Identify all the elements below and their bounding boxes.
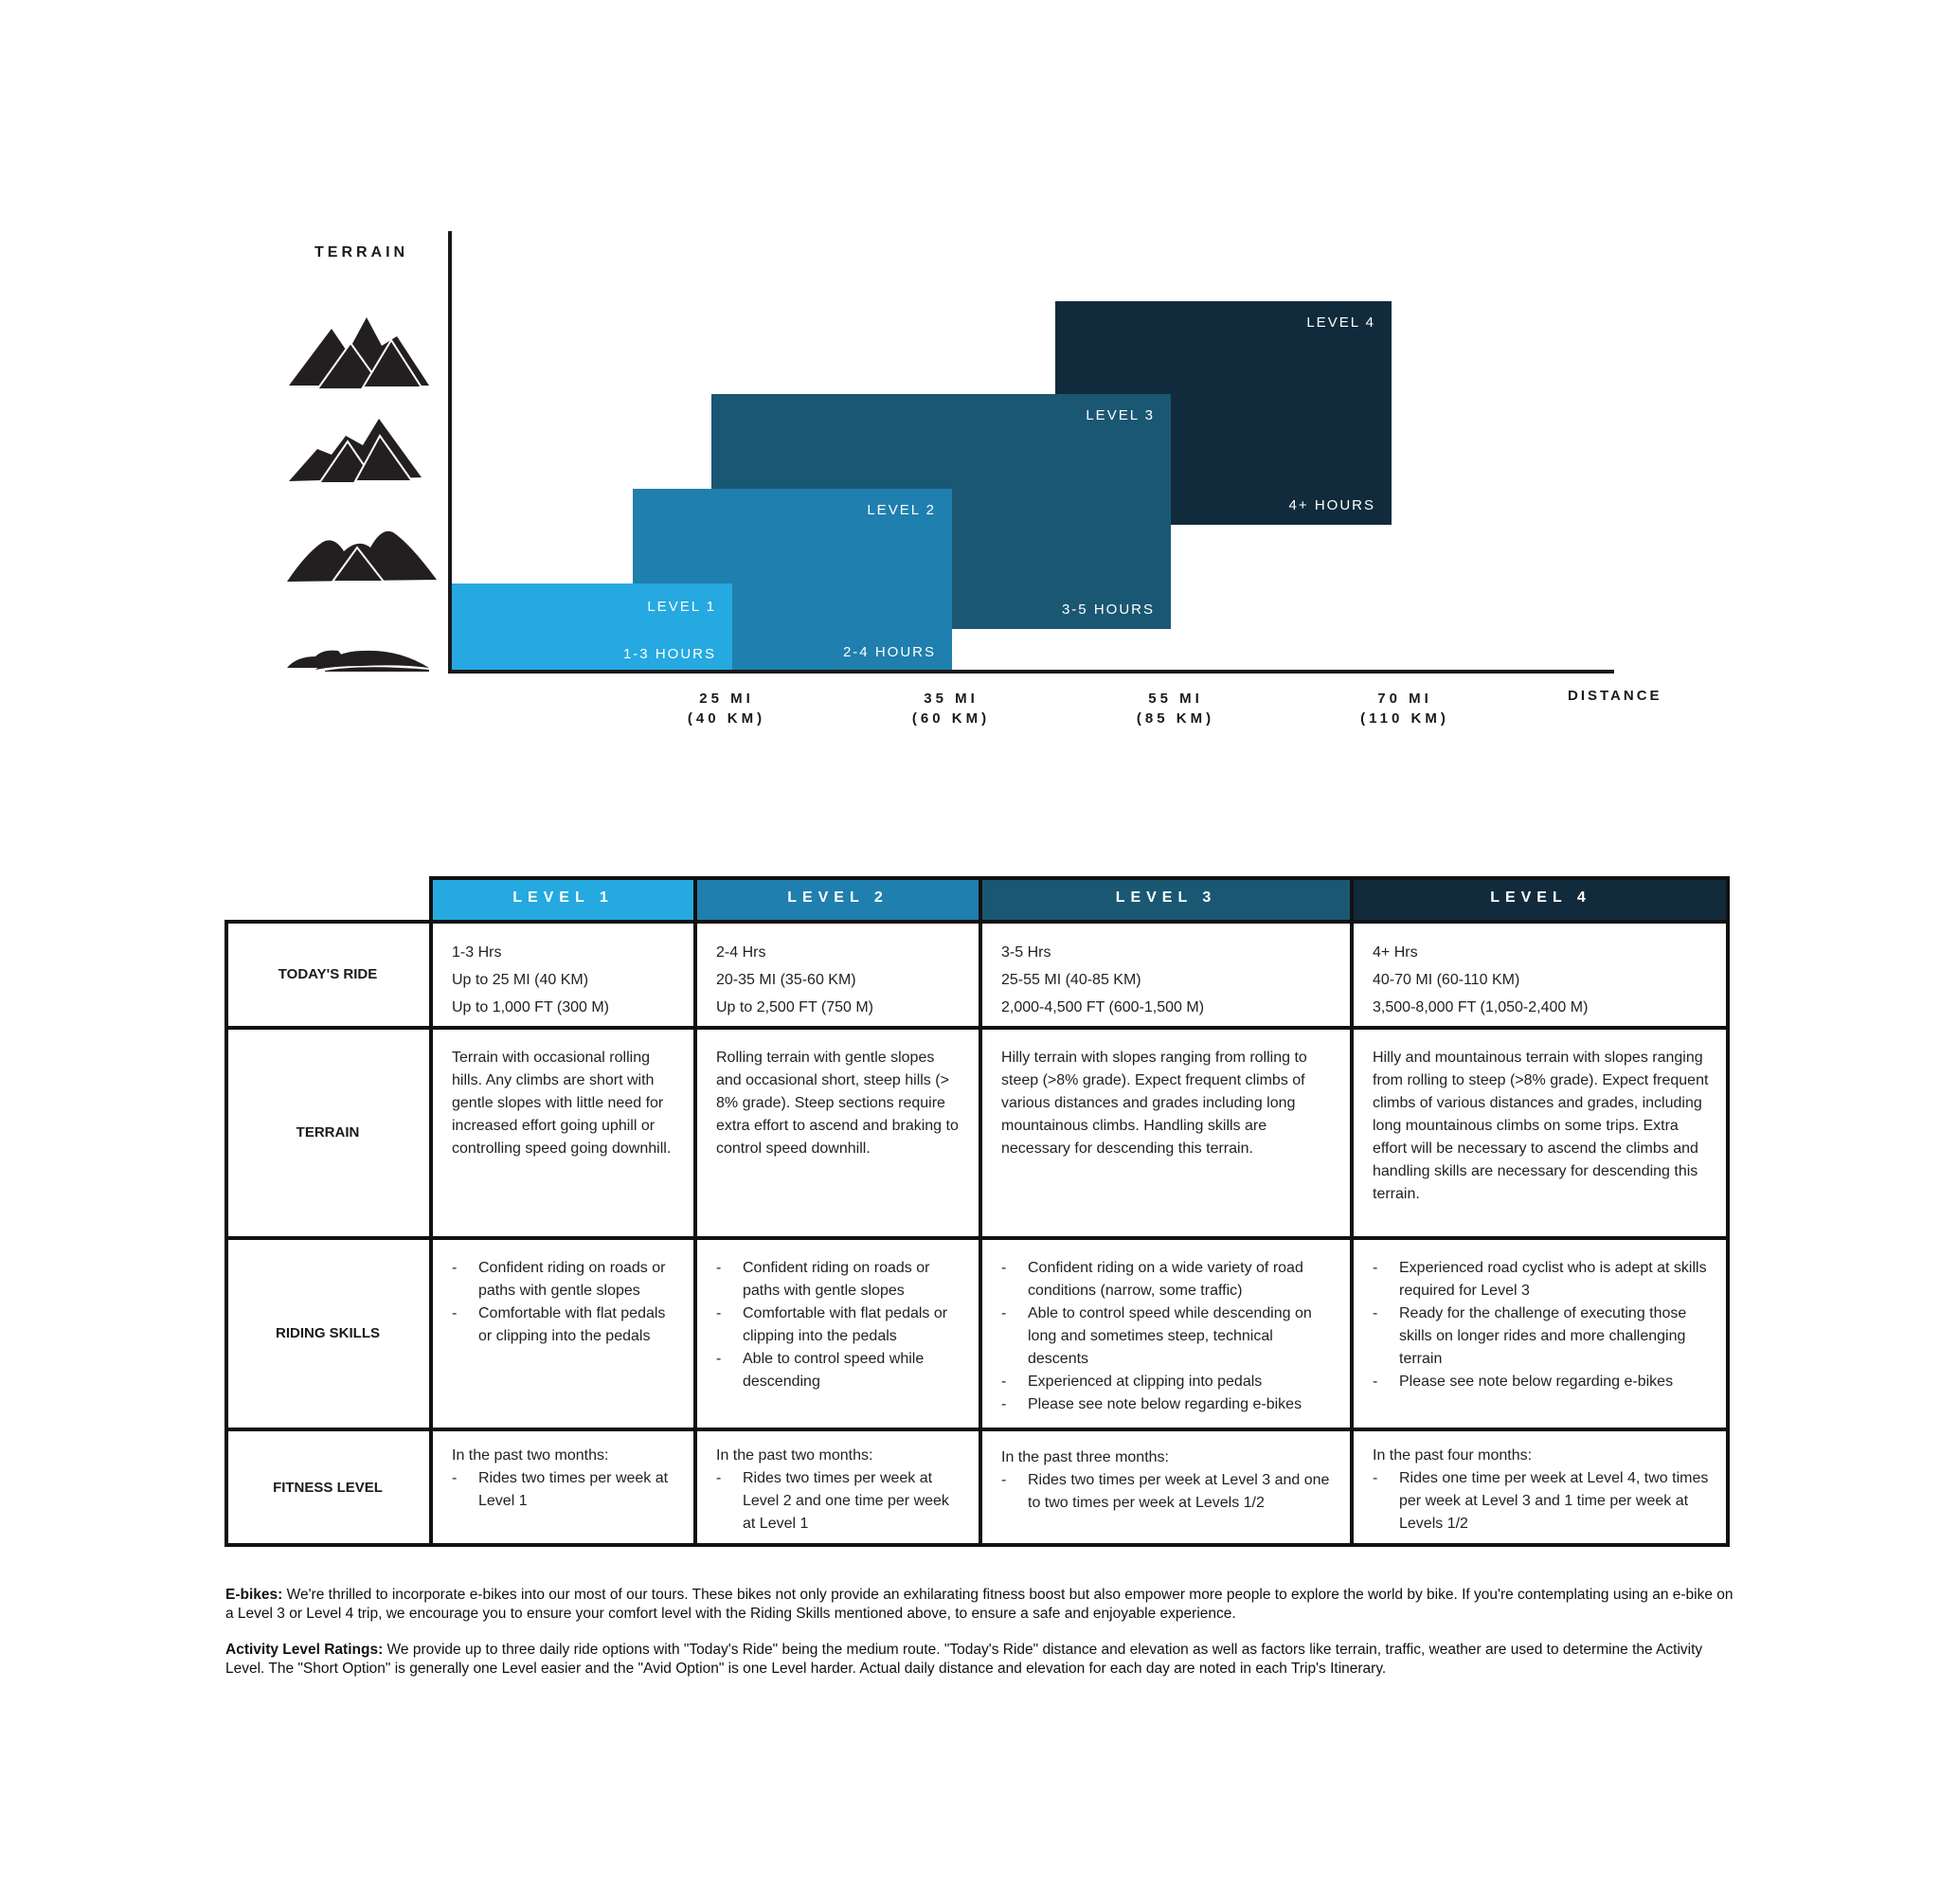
activity-level-chart [0,0,1940,758]
fitness-level-1: In the past two months: - Rides two times per week at Level 1 [433,1431,695,1545]
header-level-4: LEVEL 4 [1352,876,1730,920]
activity-ratings-text: We provide up to three daily ride options with "Today's Ride" being the medium route. "Today's Ride" distance and elevation as well as factors like terrain, traffic, weather are used to determine the Activity Level. The "Short Option" is generally one Level easier and the "Avid Option" is one Level harder. Actual daily distance and elevation for each day are noted in each Trip's Itinerary. [225,1642,1703,1677]
row-label-terrain: TERRAIN [296,1123,360,1141]
list-item: - Rides two times per week at Level 1 [452,1467,676,1513]
fitness-level-3: In the past three months: - Rides two times per week at Level 3 and one to two times per week at Levels 1/2 [982,1431,1352,1545]
level-3-label: LEVEL 3 [1086,407,1155,423]
list-item: - Comfortable with flat pedals or clipping into the pedals [452,1302,676,1348]
list-item: - Confident riding on a wide variety of road conditions (narrow, some traffic) [1001,1257,1333,1302]
x-axis-line [448,670,1614,674]
terrain-level-2: Rolling terrain with gentle slopes and occasional short, steep hills (> 8% grade). Steep sections require extra effort to ascend and braking to control speed downhill. [716,1050,959,1157]
todays-ride-level-1: 1-3 Hrs Up to 25 MI (40 KM) Up to 1,000 FT (300 M) [452,944,609,1015]
tick-55-mi: 55 MI (85 KM) [1136,691,1215,727]
level-3-hours: 3-5 HOURS [1061,602,1155,618]
distance-axis-label: DISTANCE [1568,688,1662,704]
fitness-level-2: In the past two months: - Rides two times per week at Level 2 and one time per week at Level 1 [697,1431,980,1545]
tick-25-mi: 25 MI (40 KM) [687,691,766,727]
table-border [431,876,1730,880]
row-label-todays-ride: TODAY'S RIDE [278,965,378,982]
table-border [225,920,1730,924]
terrain-level-3: Hilly terrain with slopes ranging from rolling to steep (>8% grade). Expect frequent climbs of various distances and grades including long mountainous climbs. Handling skills are necessary for descending this terrain. [1001,1050,1307,1157]
list-item: - Confident riding on roads or paths with gentle slopes [452,1257,676,1302]
list-item: - Ready for the challenge of executing those skills on longer rides and more challenging terrain [1373,1302,1711,1371]
fitness-level-4: In the past four months: - Rides one time per week at Level 4, two times per week at Level 3 and 1 time per week at Levels 1/2 [1354,1431,1730,1545]
level-2-label: LEVEL 2 [867,502,936,518]
riding-skills-level-1 [433,1240,695,1428]
table-border [225,1428,1730,1431]
list-item: - Rides one time per week at Level 4, two times per week at Level 3 and 1 time per week at Levels 1/2 [1373,1467,1711,1536]
list-item: - Experienced road cyclist who is adept at skills required for Level 3 [1373,1257,1711,1302]
header-level-2: LEVEL 2 [695,876,980,920]
riding-skills-level-3 [982,1240,1352,1428]
level-1-label: LEVEL 1 [647,599,716,615]
activity-levels-table [225,876,1730,1547]
riding-skills-level-2 [697,1240,980,1428]
list-item: - Comfortable with flat pedals or clipping into the pedals [716,1302,961,1348]
terrain-level-4: Hilly and mountainous terrain with slopes ranging from rolling to steep (>8% grade). Expect frequent climbs of various distances and grades, including long mountainous climbs on some trips. Extra effort will be necessary to ascend the climbs and handling skills are necessary for descending this terrain. [1373,1050,1709,1202]
activity-ratings-note [225,1641,1741,1679]
table-border [693,876,697,1547]
table-border [225,1236,1730,1240]
list-item: - Experienced at clipping into pedals [1001,1371,1333,1393]
table-border [1350,876,1354,1547]
table-border [225,1026,1730,1030]
steep-hills-icon [289,417,427,483]
table-border [225,1543,1730,1547]
mountains-icon [289,310,431,389]
list-item: - Please see note below regarding e-bikes [1001,1393,1333,1416]
list-item: - Rides two times per week at Level 2 and one time per week at Level 1 [716,1467,961,1536]
table-border [1726,876,1730,1547]
todays-ride-level-3: 3-5 Hrs 25-55 MI (40-85 KM) 2,000-4,500 FT (600-1,500 M) [1001,944,1205,1015]
list-item: - Confident riding on roads or paths with gentle slopes [716,1257,961,1302]
ebikes-note-text: We're thrilled to incorporate e-bikes into our most of our tours. These bikes not only provide an exhilarating fitness boost but also empower more people to explore the world by bike. If you're contemplating using an e-bike on a Level 3 or Level 4 trip, we encourage you to ensure your comfort level with the Riding Skills mentioned above, to ensure a safe and enjoyable experience. [225,1587,1733,1622]
terrain-axis-label: TERRAIN [314,244,409,260]
table-border [225,920,228,1547]
y-axis-line [448,231,452,674]
row-label-riding-skills: RIDING SKILLS [275,1324,380,1341]
level-2-hours: 2-4 HOURS [842,644,936,660]
level-1-hours: 1-3 HOURS [622,646,716,662]
level-1-range [452,584,732,672]
ebikes-note [225,1586,1741,1624]
list-item: - Able to control speed while descending on long and sometimes steep, technical descents [1001,1302,1333,1371]
tick-35-mi: 35 MI (60 KM) [911,691,991,727]
list-item: - Please see note below regarding e-bikes [1373,1371,1711,1393]
list-item: - Rides two times per week at Level 3 and one to two times per week at Levels 1/2 [1001,1469,1333,1515]
flat-icon [287,643,431,672]
level-4-label: LEVEL 4 [1306,314,1375,331]
rolling-hills-icon [287,525,439,584]
header-level-1: LEVEL 1 [431,876,695,920]
table-border [429,876,433,1547]
list-item: - Able to control speed while descending [716,1348,961,1393]
ebikes-note-title: E-bikes: [225,1587,283,1603]
riding-skills-level-4 [1354,1240,1730,1428]
terrain-level-1: Terrain with occasional rolling hills. Any climbs are short with gentle slopes with little need for increased effort going uphill or controlling speed going downhill. [452,1050,672,1157]
tick-70-mi: 70 MI (110 KM) [1360,691,1449,727]
header-level-3: LEVEL 3 [980,876,1352,920]
todays-ride-level-4: 4+ Hrs 40-70 MI (60-110 KM) 3,500-8,000 FT (1,050-2,400 M) [1373,944,1589,1015]
level-4-hours: 4+ HOURS [1288,497,1375,513]
todays-ride-level-2: 2-4 Hrs 20-35 MI (35-60 KM) Up to 2,500 FT (750 M) [716,944,873,1015]
table-border [979,876,982,1547]
row-label-fitness-level: FITNESS LEVEL [273,1479,383,1496]
activity-ratings-title: Activity Level Ratings: [225,1642,384,1658]
